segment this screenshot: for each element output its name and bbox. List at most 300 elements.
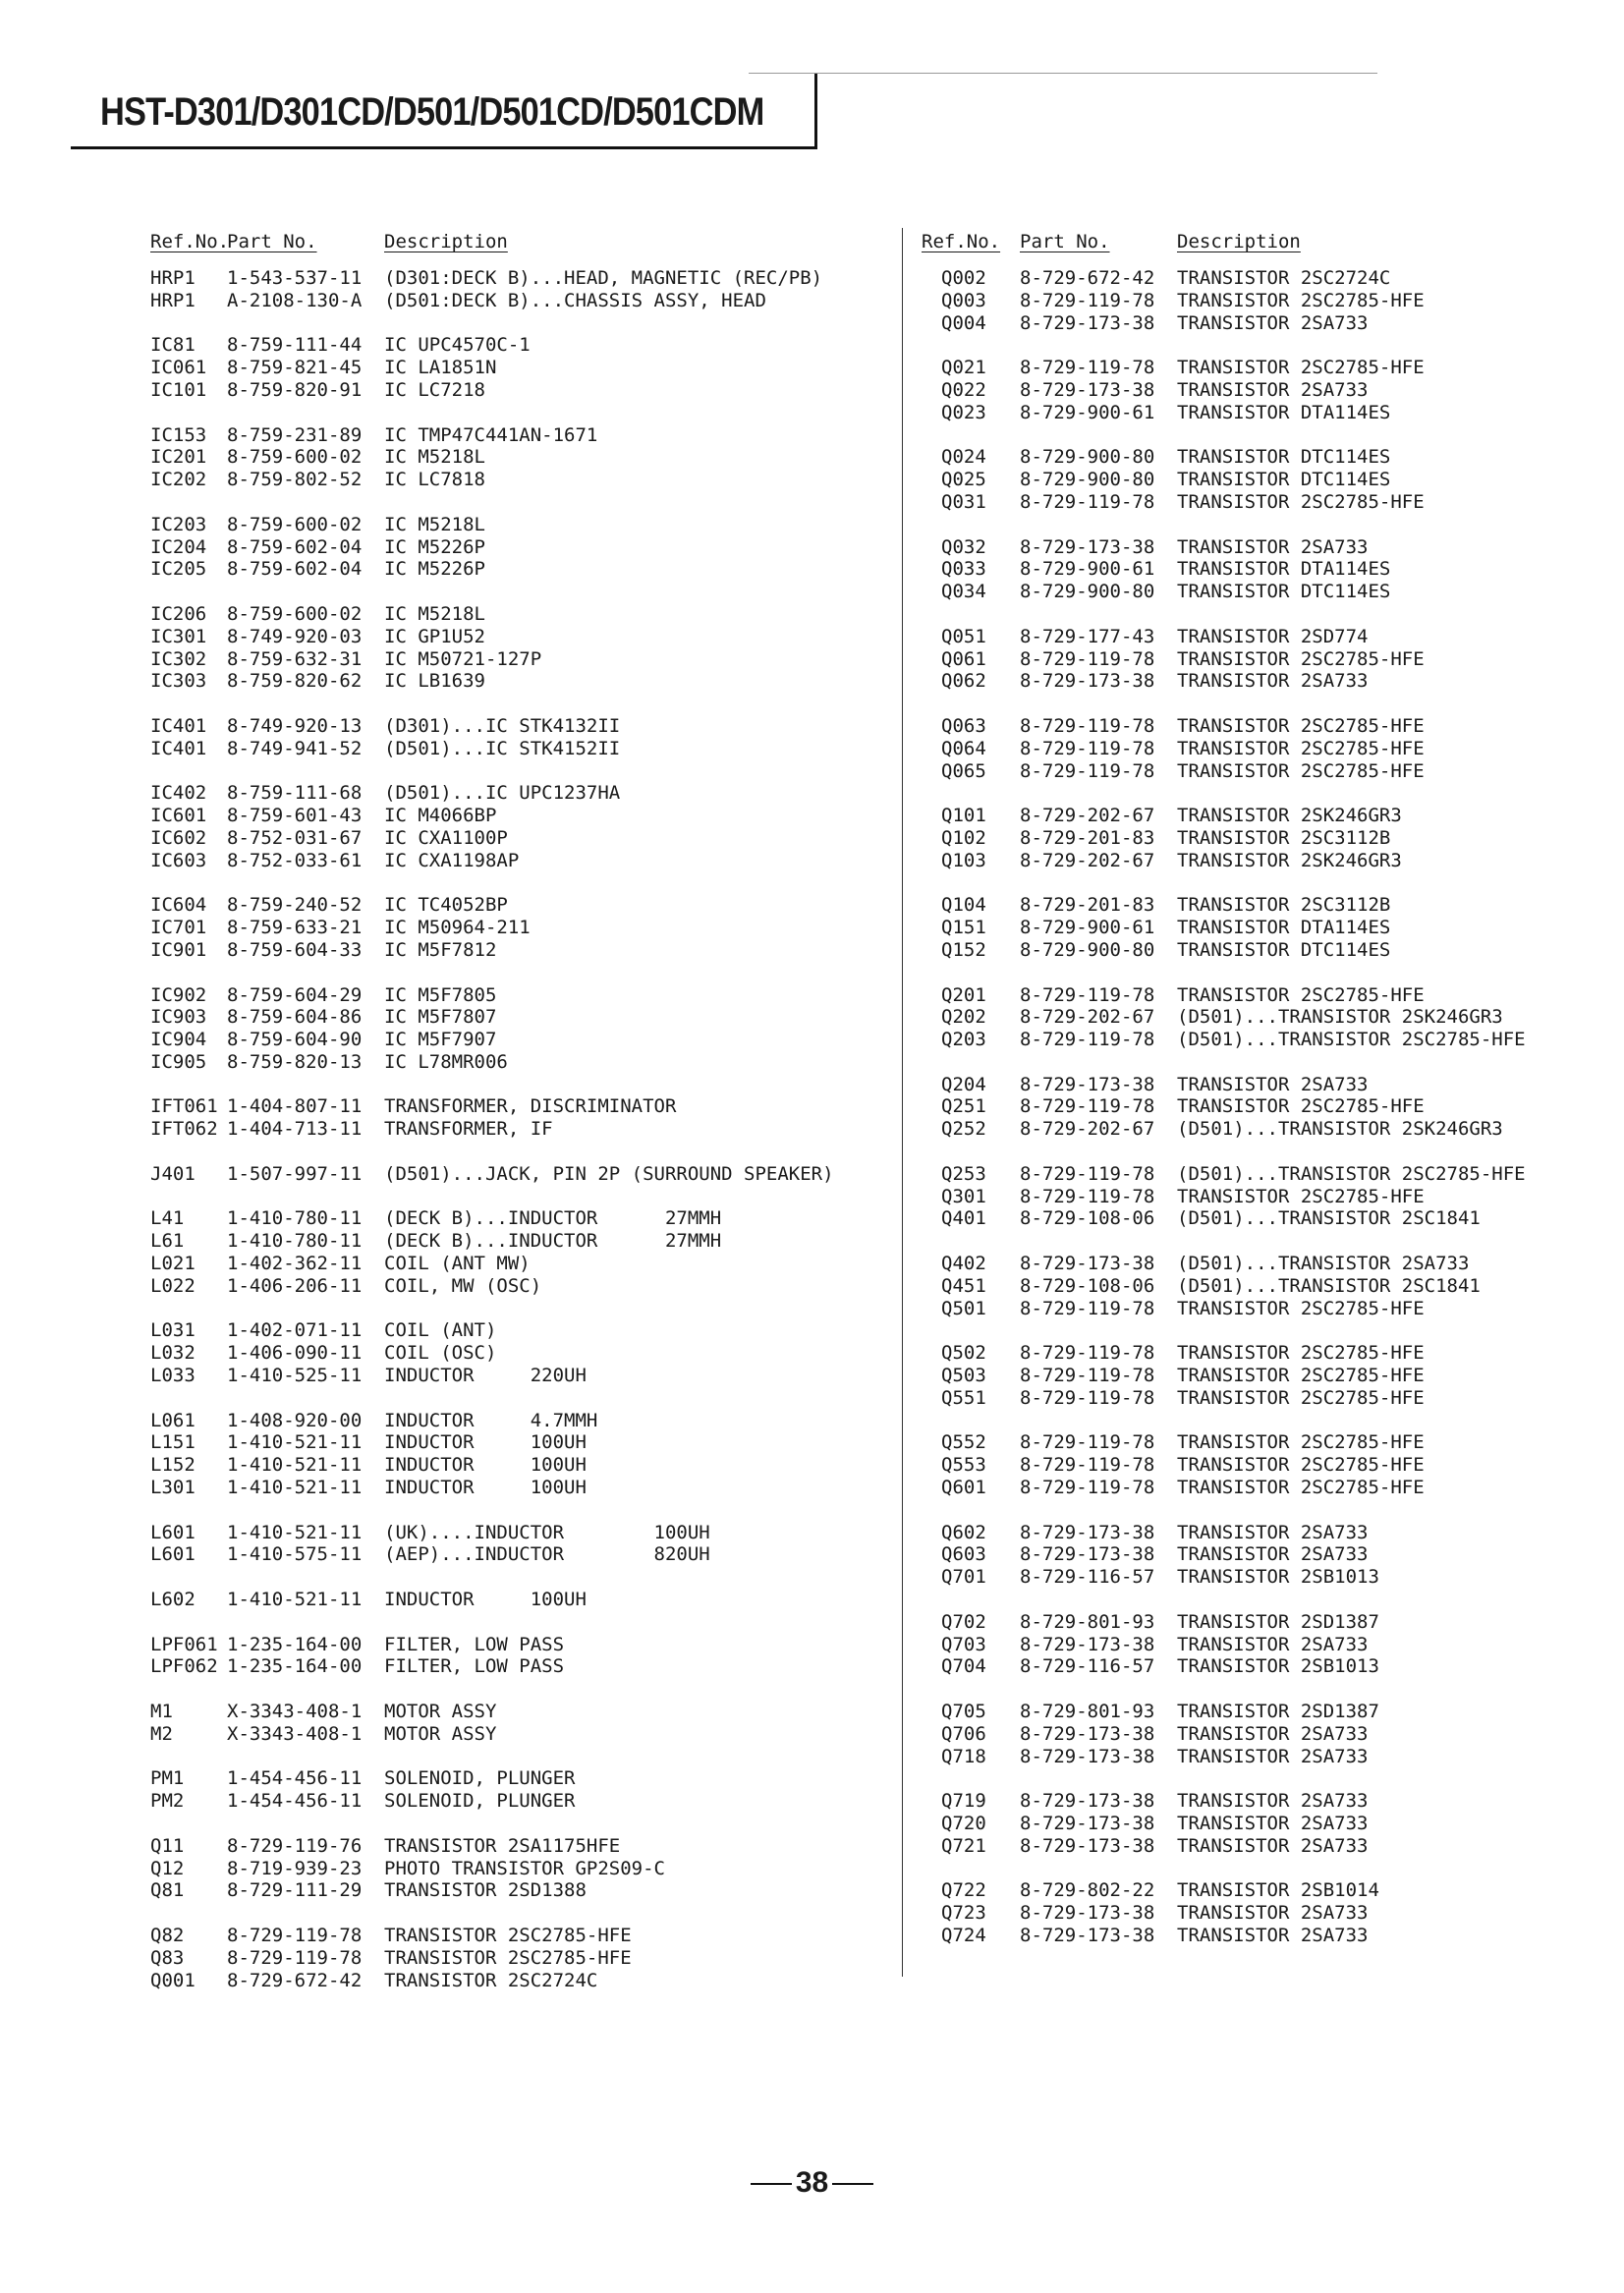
part-no-cell: 8-729-119-78 — [1020, 289, 1155, 311]
table-row — [922, 402, 1590, 424]
table-row — [922, 1701, 1590, 1723]
part-no-cell: A-2108-130-A — [227, 289, 363, 311]
description-cell: TRANSISTOR 2SC2785-HFE — [384, 1946, 632, 1969]
description-cell: TRANSISTOR 2SA733 — [1177, 311, 1369, 334]
part-no-cell: 8-729-108-06 — [1020, 1274, 1155, 1297]
column-divider — [902, 228, 903, 1977]
table-row — [150, 1477, 897, 1499]
table-row — [922, 917, 1590, 939]
description-cell: (D501)...TRANSISTOR 2SC1841 — [1177, 1274, 1481, 1297]
part-no-cell: 8-759-602-04 — [227, 535, 363, 558]
parts-group — [150, 1207, 897, 1297]
part-no-cell: 8-759-633-21 — [227, 917, 363, 939]
description-cell: TRANSISTOR 2SC2785-HFE — [1177, 357, 1425, 379]
ref-no-cell: Q103 — [941, 849, 986, 871]
part-no-cell: 8-729-119-78 — [1020, 1477, 1155, 1499]
description-cell: TRANSISTOR 2SC2724C — [384, 1969, 598, 1991]
description-cell: IC LB1639 — [384, 670, 485, 693]
part-no-cell: 8-729-173-38 — [1020, 1521, 1155, 1543]
table-row — [922, 1902, 1590, 1925]
part-no-cell: 8-759-231-89 — [227, 423, 363, 446]
description-cell: INDUCTOR 4.7MMH — [384, 1409, 598, 1431]
table-row — [922, 1431, 1590, 1454]
ref-no-cell: Q601 — [941, 1477, 986, 1499]
part-no-cell: 8-729-119-78 — [1020, 1162, 1155, 1185]
description-cell: FILTER, LOW PASS — [384, 1655, 565, 1678]
part-no-cell: 1-410-521-11 — [227, 1477, 363, 1499]
description-cell: TRANSISTOR DTC114ES — [1177, 581, 1391, 603]
description-cell: TRANSFORMER, DISCRIMINATOR — [384, 1095, 677, 1118]
description-cell: COIL, MW (OSC) — [384, 1274, 542, 1297]
table-row — [922, 1298, 1590, 1320]
parts-group — [922, 1522, 1590, 1589]
description-cell: IC LC7218 — [384, 378, 485, 401]
ref-no-cell: M2 — [150, 1722, 173, 1745]
ref-no-cell: Q501 — [941, 1297, 986, 1319]
part-no-cell: 8-729-173-38 — [1020, 1722, 1155, 1745]
ref-no-cell: L022 — [150, 1274, 196, 1297]
part-no-cell: 8-729-173-38 — [1020, 1073, 1155, 1095]
table-row — [922, 1006, 1590, 1029]
ref-no-cell: L602 — [150, 1589, 196, 1611]
ref-no-cell: Q81 — [150, 1879, 185, 1902]
ref-no-cell: HRP1 — [150, 289, 196, 311]
ref-no-cell: L41 — [150, 1207, 185, 1230]
parts-group — [150, 1925, 897, 1991]
description-cell: TRANSISTOR 2SB1014 — [1177, 1879, 1379, 1902]
ref-no-cell: IFT061 — [150, 1095, 218, 1118]
description-cell: INDUCTOR 100UH — [384, 1454, 587, 1477]
description-cell: IC TC4052BP — [384, 894, 508, 917]
header-description: Description — [384, 231, 508, 252]
ref-no-cell: IC602 — [150, 826, 207, 849]
part-no-cell: 1-454-456-11 — [227, 1790, 363, 1813]
title-box — [71, 73, 817, 149]
part-no-cell: 8-729-672-42 — [1020, 267, 1155, 289]
ref-no-cell: Q401 — [941, 1207, 986, 1230]
part-no-cell: 8-729-119-78 — [1020, 1365, 1155, 1387]
table-row — [922, 1813, 1590, 1835]
ref-no-cell: Q204 — [941, 1073, 986, 1095]
table-row — [922, 1879, 1590, 1902]
part-no-cell: 8-729-173-38 — [1020, 535, 1155, 558]
table-row — [150, 1230, 897, 1253]
ref-no-cell: Q022 — [941, 378, 986, 401]
ref-no-cell: IC402 — [150, 782, 207, 805]
part-no-cell: 8-729-173-38 — [1020, 311, 1155, 334]
part-no-cell: 8-759-632-31 — [227, 647, 363, 670]
part-no-cell: 1-410-521-11 — [227, 1431, 363, 1454]
ref-no-cell: Q201 — [941, 983, 986, 1006]
part-no-cell: 8-759-604-33 — [227, 938, 363, 961]
ref-no-cell: IC203 — [150, 513, 207, 535]
description-cell: IC CXA1198AP — [384, 849, 520, 871]
description-cell: TRANSISTOR DTC114ES — [1177, 446, 1391, 469]
ref-no-cell: Q603 — [941, 1543, 986, 1566]
part-no-cell: 8-729-900-61 — [1020, 558, 1155, 581]
part-no-cell: 8-729-202-67 — [1020, 805, 1155, 827]
description-cell: INDUCTOR 100UH — [384, 1477, 587, 1499]
part-no-cell: 8-729-173-38 — [1020, 1543, 1155, 1566]
description-cell: TRANSISTOR 2SA733 — [1177, 378, 1369, 401]
table-row — [150, 1319, 897, 1342]
table-row — [150, 1275, 897, 1298]
part-no-cell: 8-752-031-67 — [227, 826, 363, 849]
parts-group — [922, 357, 1590, 423]
description-cell: TRANSISTOR 2SC2785-HFE — [1177, 983, 1425, 1006]
ref-no-cell: Q253 — [941, 1162, 986, 1185]
part-no-cell: 8-729-173-38 — [1020, 670, 1155, 693]
part-no-cell: 8-759-821-45 — [227, 357, 363, 379]
ref-no-cell: Q701 — [941, 1566, 986, 1589]
table-row — [150, 1925, 897, 1947]
table-row — [150, 850, 897, 872]
description-cell: TRANSISTOR 2SD1388 — [384, 1879, 587, 1902]
description-cell: TRANSISTOR 2SA733 — [1177, 1073, 1369, 1095]
parts-group — [922, 1701, 1590, 1767]
description-cell: IC M4066BP — [384, 805, 497, 827]
table-row — [922, 1342, 1590, 1365]
part-no-cell: 8-759-600-02 — [227, 513, 363, 535]
table-row — [150, 334, 897, 357]
table-row — [922, 715, 1590, 738]
part-no-cell: 8-749-920-13 — [227, 714, 363, 737]
part-no-cell: 1-410-521-11 — [227, 1521, 363, 1543]
part-no-cell: X-3343-408-1 — [227, 1722, 363, 1745]
part-no-cell: 1-235-164-00 — [227, 1633, 363, 1655]
parts-group — [150, 1767, 897, 1813]
description-cell: TRANSISTOR 2SC2785-HFE — [1177, 714, 1425, 737]
description-cell: TRANSISTOR 2SC2785-HFE — [1177, 1185, 1425, 1207]
ref-no-cell: Q151 — [941, 917, 986, 939]
description-cell: TRANSISTOR DTA114ES — [1177, 401, 1391, 423]
description-cell: TRANSISTOR 2SA733 — [1177, 535, 1369, 558]
table-row — [922, 670, 1590, 693]
table-row — [922, 1387, 1590, 1410]
ref-no-cell: Q033 — [941, 558, 986, 581]
table-row — [922, 491, 1590, 514]
footer-dash-right — [832, 2183, 873, 2185]
part-no-cell: 8-729-801-93 — [1020, 1610, 1155, 1633]
ref-no-cell: IC902 — [150, 983, 207, 1006]
description-cell: (D501:DECK B)...CHASSIS ASSY, HEAD — [384, 289, 766, 311]
table-row — [150, 424, 897, 447]
table-row — [150, 917, 897, 939]
ref-no-cell: Q719 — [941, 1790, 986, 1813]
ref-no-cell: IC905 — [150, 1050, 207, 1073]
page-number: 38 — [795, 2166, 829, 2199]
table-row — [922, 1835, 1590, 1858]
description-cell: TRANSISTOR 2SD1387 — [1177, 1701, 1379, 1722]
ref-no-cell: J401 — [150, 1162, 196, 1185]
table-row — [922, 1790, 1590, 1813]
table-row — [922, 581, 1590, 603]
table-row — [922, 1207, 1590, 1230]
parts-group — [150, 603, 897, 693]
part-no-cell: 8-719-939-23 — [227, 1857, 363, 1879]
ref-no-cell: Q503 — [941, 1365, 986, 1387]
footer-dash-left — [751, 2183, 792, 2185]
table-row — [922, 850, 1590, 872]
header-part-no: Part No. — [1020, 231, 1110, 252]
description-cell: TRANSISTOR 2SC2785-HFE — [1177, 1454, 1425, 1477]
ref-no-cell: Q062 — [941, 670, 986, 693]
ref-no-cell: IC904 — [150, 1029, 207, 1051]
ref-no-cell: PM2 — [150, 1790, 185, 1813]
parts-group — [150, 715, 897, 760]
ref-no-cell: Q502 — [941, 1342, 986, 1365]
ref-no-cell: Q251 — [941, 1095, 986, 1118]
description-cell: IC TMP47C441AN-1671 — [384, 423, 598, 446]
part-no-cell: 8-729-119-78 — [1020, 983, 1155, 1006]
ref-no-cell: Q602 — [941, 1521, 986, 1543]
part-no-cell: 8-729-173-38 — [1020, 1924, 1155, 1946]
description-cell: SOLENOID, PLUNGER — [384, 1767, 576, 1790]
part-no-cell: 8-729-900-80 — [1020, 446, 1155, 469]
ref-no-cell: IC401 — [150, 737, 207, 759]
table-row — [150, 1431, 897, 1454]
parts-group — [922, 446, 1590, 513]
description-cell: TRANSISTOR 2SC2785-HFE — [1177, 1431, 1425, 1454]
description-cell: IC UPC4570C-1 — [384, 334, 531, 357]
ref-no-cell: Q063 — [941, 714, 986, 737]
table-row — [922, 1543, 1590, 1566]
ref-no-cell: Q704 — [941, 1655, 986, 1678]
part-no-cell: 8-729-119-78 — [1020, 737, 1155, 759]
part-no-cell: 8-729-173-38 — [1020, 1834, 1155, 1857]
column-headers-left — [150, 228, 897, 255]
ref-no-cell: IC201 — [150, 446, 207, 469]
part-no-cell: 1-406-206-11 — [227, 1274, 363, 1297]
ref-no-cell: Q032 — [941, 535, 986, 558]
part-no-cell: 8-729-201-83 — [1020, 826, 1155, 849]
description-cell: TRANSISTOR 2SA733 — [1177, 670, 1369, 693]
part-no-cell: 8-749-920-03 — [227, 625, 363, 647]
ref-no-cell: L601 — [150, 1543, 196, 1566]
part-no-cell: 8-729-119-78 — [1020, 1297, 1155, 1319]
ref-no-cell: IC301 — [150, 625, 207, 647]
parts-group — [922, 1431, 1590, 1498]
description-cell: TRANSISTOR 2SA1175HFE — [384, 1834, 621, 1857]
description-cell: TRANSISTOR 2SC2785-HFE — [1177, 737, 1425, 759]
description-cell: TRANSISTOR DTA114ES — [1177, 558, 1391, 581]
part-no-cell: 8-759-604-86 — [227, 1006, 363, 1029]
description-cell: TRANSISTOR 2SA733 — [1177, 1834, 1369, 1857]
ref-no-cell: Q065 — [941, 759, 986, 782]
part-no-cell: 8-729-108-06 — [1020, 1207, 1155, 1230]
part-no-cell: 8-759-820-13 — [227, 1050, 363, 1073]
parts-group — [150, 1701, 897, 1746]
part-no-cell: 8-729-173-38 — [1020, 1812, 1155, 1834]
part-no-cell: 8-729-202-67 — [1020, 849, 1155, 871]
description-cell: IC M5F7805 — [384, 983, 497, 1006]
table-row — [922, 1029, 1590, 1051]
table-row — [922, 805, 1590, 827]
table-row — [922, 1566, 1590, 1589]
parts-group — [922, 267, 1590, 334]
description-cell: IC M5F7907 — [384, 1029, 497, 1051]
ref-no-cell: IC302 — [150, 647, 207, 670]
table-row — [922, 738, 1590, 760]
description-cell: TRANSISTOR 2SA733 — [1177, 1722, 1369, 1745]
table-row — [922, 469, 1590, 491]
table-row — [150, 267, 897, 290]
table-row — [922, 1253, 1590, 1275]
ref-no-cell: Q706 — [941, 1722, 986, 1745]
table-row — [150, 626, 897, 648]
part-no-cell: 8-729-111-29 — [227, 1879, 363, 1902]
ref-no-cell: Q031 — [941, 490, 986, 513]
description-cell: INDUCTOR 220UH — [384, 1365, 587, 1387]
parts-group — [922, 805, 1590, 871]
table-row — [922, 267, 1590, 290]
ref-no-cell: Q034 — [941, 581, 986, 603]
parts-group — [150, 782, 897, 871]
table-row — [150, 1342, 897, 1365]
description-cell: (D501)...TRANSISTOR 2SC2785-HFE — [1177, 1162, 1526, 1185]
ref-no-cell: Q720 — [941, 1812, 986, 1834]
table-row — [150, 1454, 897, 1477]
table-row — [150, 446, 897, 469]
description-cell: (UK)....INDUCTOR 100UH — [384, 1521, 710, 1543]
header-description: Description — [1177, 231, 1301, 252]
table-row — [150, 1543, 897, 1566]
table-row — [150, 357, 897, 379]
ref-no-cell: Q104 — [941, 894, 986, 917]
parts-group — [922, 626, 1590, 693]
table-row — [922, 379, 1590, 402]
ref-no-cell: HRP1 — [150, 267, 196, 289]
header-ref-no: Ref.No. — [150, 231, 230, 252]
part-no-cell: 8-759-600-02 — [227, 602, 363, 625]
ref-no-cell: M1 — [150, 1701, 173, 1722]
description-cell: TRANSFORMER, IF — [384, 1118, 553, 1141]
parts-list-right — [922, 228, 1590, 1970]
table-row — [150, 1410, 897, 1432]
parts-group — [922, 1342, 1590, 1409]
part-no-cell: 8-729-173-38 — [1020, 1253, 1155, 1275]
table-row — [150, 1634, 897, 1656]
description-cell: IC M50721-127P — [384, 647, 542, 670]
part-no-cell: 8-729-119-78 — [1020, 1454, 1155, 1477]
part-no-cell: 1-410-521-11 — [227, 1589, 363, 1611]
part-no-cell: 8-729-116-57 — [1020, 1655, 1155, 1678]
table-row — [150, 805, 897, 827]
part-no-cell: 8-729-900-80 — [1020, 581, 1155, 603]
description-cell: (D501)...IC STK4152II — [384, 737, 621, 759]
parts-group — [922, 536, 1590, 603]
table-row — [150, 827, 897, 850]
part-no-cell: 8-759-820-62 — [227, 670, 363, 693]
ref-no-cell: L151 — [150, 1431, 196, 1454]
ref-no-cell: Q051 — [941, 625, 986, 647]
part-no-cell: 8-729-173-38 — [1020, 1902, 1155, 1925]
description-cell: IC M5218L — [384, 602, 485, 625]
table-row — [150, 670, 897, 693]
ref-no-cell: Q002 — [941, 267, 986, 289]
table-row — [150, 648, 897, 671]
description-cell: TRANSISTOR 2SB1013 — [1177, 1655, 1379, 1678]
table-row — [150, 1051, 897, 1074]
description-cell: (D301:DECK B)...HEAD, MAGNETIC (REC/PB) — [384, 267, 823, 289]
table-row — [150, 894, 897, 917]
parts-group — [150, 1634, 897, 1679]
ref-no-cell: L032 — [150, 1342, 196, 1365]
part-no-cell: 8-729-802-22 — [1020, 1879, 1155, 1902]
description-cell: TRANSISTOR 2SC2785-HFE — [1177, 1386, 1425, 1409]
description-cell: TRANSISTOR 2SK246GR3 — [1177, 805, 1402, 827]
ref-no-cell: L033 — [150, 1365, 196, 1387]
part-no-cell: 8-729-119-78 — [227, 1924, 363, 1946]
description-cell: TRANSISTOR 2SC2785-HFE — [1177, 289, 1425, 311]
parts-body-right — [922, 267, 1590, 1947]
ref-no-cell: L601 — [150, 1521, 196, 1543]
table-row — [922, 626, 1590, 648]
ref-no-cell: IC604 — [150, 894, 207, 917]
ref-no-cell: Q451 — [941, 1274, 986, 1297]
part-no-cell: 8-759-602-04 — [227, 558, 363, 581]
table-row — [922, 1611, 1590, 1634]
ref-no-cell: L021 — [150, 1253, 196, 1275]
description-cell: TRANSISTOR DTA114ES — [1177, 917, 1391, 939]
description-cell: TRANSISTOR 2SB1013 — [1177, 1566, 1379, 1589]
description-cell: SOLENOID, PLUNGER — [384, 1790, 576, 1813]
description-cell: (D301)...IC STK4132II — [384, 714, 621, 737]
description-cell: TRANSISTOR 2SA733 — [1177, 1924, 1369, 1946]
ref-no-cell: IC903 — [150, 1006, 207, 1029]
description-cell: TRANSISTOR DTC114ES — [1177, 938, 1391, 961]
table-row — [150, 536, 897, 559]
ref-no-cell: Q024 — [941, 446, 986, 469]
part-no-cell: 1-410-575-11 — [227, 1543, 363, 1566]
part-no-cell: 1-402-071-11 — [227, 1319, 363, 1342]
table-row — [922, 1163, 1590, 1186]
ref-no-cell: IC603 — [150, 849, 207, 871]
description-cell: IC M5218L — [384, 513, 485, 535]
part-no-cell: 1-410-780-11 — [227, 1207, 363, 1230]
part-no-cell: 8-729-119-78 — [1020, 714, 1155, 737]
table-row — [922, 939, 1590, 962]
header-part-no: Part No. — [227, 231, 317, 252]
table-row — [150, 1522, 897, 1544]
table-row — [922, 984, 1590, 1007]
description-cell: IC LA1851N — [384, 357, 497, 379]
table-row — [150, 984, 897, 1007]
table-row — [150, 782, 897, 805]
header-ref-no: Ref.No. — [922, 231, 1001, 252]
parts-group — [922, 1074, 1590, 1141]
column-headers-right — [922, 228, 1590, 255]
description-cell: TRANSISTOR 2SC2785-HFE — [1177, 1297, 1425, 1319]
ref-no-cell: PM1 — [150, 1767, 185, 1790]
table-row — [150, 1790, 897, 1813]
part-no-cell: 8-729-119-78 — [1020, 759, 1155, 782]
table-row — [922, 1723, 1590, 1746]
ref-no-cell: Q202 — [941, 1006, 986, 1029]
description-cell: TRANSISTOR 2SA733 — [1177, 1902, 1369, 1925]
table-row — [150, 1723, 897, 1746]
parts-group — [150, 1095, 897, 1141]
part-no-cell: 8-759-820-91 — [227, 378, 363, 401]
part-no-cell: 8-729-119-78 — [1020, 1095, 1155, 1118]
parts-group — [150, 1319, 897, 1386]
description-cell: TRANSISTOR 2SA733 — [1177, 1812, 1369, 1834]
ref-no-cell: IC101 — [150, 378, 207, 401]
description-cell: TRANSISTOR 2SC2785-HFE — [1177, 1342, 1425, 1365]
description-cell: TRANSISTOR 2SC2785-HFE — [1177, 1365, 1425, 1387]
part-no-cell: 8-729-116-57 — [1020, 1566, 1155, 1589]
table-row — [922, 648, 1590, 671]
